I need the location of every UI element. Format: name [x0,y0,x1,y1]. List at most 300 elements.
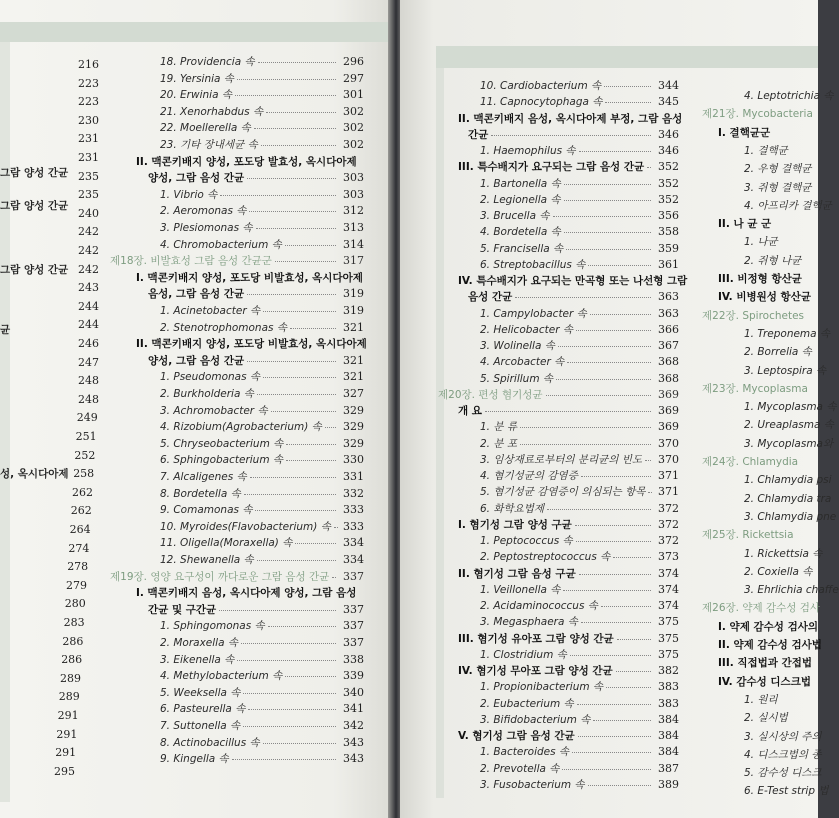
dot-leader [647,167,651,168]
toc-page-number: 374 [658,583,679,596]
dot-leader [220,195,336,196]
toc-entry [744,438,833,450]
toc-page-number: 247 [78,355,99,369]
toc-page-number: 356 [658,209,679,222]
toc-entry [744,346,812,358]
toc-entry [480,242,679,255]
toc-entry [744,474,832,486]
toc-page-number: 249 [76,411,98,425]
toc-entry [744,785,828,797]
dot-leader [295,543,336,544]
dot-leader [232,759,336,760]
toc-page-number: 251 [75,430,97,443]
toc-section [458,567,679,580]
toc-label: 제18장. 비발효성 그람 음성 간균군 [110,255,272,267]
toc-entry [480,355,679,368]
toc-label: 2. 분 포 [480,438,517,450]
toc-chapter [702,529,794,541]
toc-label: 3. 임상재료로부터의 분리균의 빈도 [480,454,643,466]
toc-entry [744,767,822,779]
toc-label: 1. 결핵균 [744,145,788,157]
toc-page-number: 291 [55,746,77,760]
toc-page-number: 216 [78,58,99,71]
toc-entry [160,88,364,101]
dot-leader [256,228,336,229]
toc-section [718,291,811,303]
dot-leader [268,626,336,627]
toc-page-number: 301 [343,88,364,101]
toc-label: 1. Propionibacterium 속 [480,681,604,693]
toc-label: 제23장. Mycoplasma [702,383,808,395]
toc-page-number: 363 [658,307,679,320]
toc-entry [160,105,364,118]
toc-entry [480,420,679,433]
toc-label: 1. 나균 [744,236,778,248]
dot-leader [588,265,651,266]
toc-page-number: 359 [658,242,679,255]
toc-page-number: 371 [658,469,679,482]
toc-page-number: 375 [658,648,679,661]
toc-label: III. 직접법과 간접법 [718,657,813,669]
toc-entry [160,188,364,201]
toc-label: 3. Leptospira 속 [744,365,827,377]
dot-leader [520,427,651,428]
toc-page-number: 334 [343,553,364,566]
toc-entry [160,387,364,400]
toc-page-number: 286 [61,653,83,667]
toc-entry [744,200,832,212]
dot-leader [648,492,652,493]
toc-entry [160,404,364,417]
toc-label: 3. 실시상의 주의 [744,731,822,743]
toc-entry [744,511,836,523]
toc-label: I. 맥콘키배지 양성, 포도당 비발효성, 옥시다아제 [136,272,363,284]
dot-leader [258,62,336,63]
dot-leader [261,145,336,146]
toc-label: 2. Burkholderia 속 [160,388,254,400]
toc-label: II. 혐기성 그람 음성 구균 [458,568,576,580]
toc-label: 5. 감수성 디스크 [744,767,822,779]
dot-leader [575,525,651,526]
dot-leader [578,736,651,737]
dot-leader [564,232,651,233]
dot-leader [263,743,336,744]
toc-entry [480,225,679,238]
toc-entry [480,469,679,482]
toc-chapter [702,602,820,614]
toc-section [718,676,811,688]
toc-label: II. 맥콘키배지 양성, 포도당 비발효성, 옥시다아제 [136,338,367,350]
toc-label: 2. Chlamydia tra [744,493,832,505]
toc-entry [744,566,812,578]
toc-entry [744,365,826,377]
toc-page-number: 344 [658,79,679,92]
toc-label: 2. Moraxella 속 [160,637,239,649]
toc-entry [480,550,679,563]
toc-entry [480,599,679,612]
toc-label: 3. 쥐형 결핵균 [744,182,812,194]
toc-entry [480,258,679,271]
toc-label: 3. Megasphaera 속 [480,616,578,628]
toc-section [718,621,818,633]
toc-label: 6. Pasteurella 속 [160,703,246,715]
dot-leader [570,655,651,656]
toc-label: 4. Bordetella 속 [480,226,561,238]
toc-entry [160,370,364,383]
toc-entry [480,177,679,190]
toc-label: III. 특수배지가 요구되는 그람 음성 간균 [458,161,645,173]
toc-page-number: 283 [63,616,85,629]
toc-page-number: 375 [658,615,679,628]
dot-leader [285,676,336,677]
truncated-entry-fragment: 그람 양성 간균 [0,264,69,276]
toc-label: 8. Bordetella 속 [160,488,241,500]
dot-leader [579,151,651,152]
dot-leader [257,560,336,561]
toc-label: 4. Methylobacterium 속 [160,670,283,682]
dot-leader [286,460,336,461]
toc-page-number: 289 [58,690,80,704]
toc-label: 1. Bacteroides 속 [480,746,570,758]
toc-entry [744,90,833,102]
toc-page-number: 317 [343,254,364,267]
toc-page-number: 384 [658,745,679,758]
toc-page-number: 242 [78,262,99,276]
toc-entry [160,204,364,217]
toc-page-number: 319 [343,304,364,317]
toc-page-number: 382 [658,664,679,677]
dot-leader [332,577,336,578]
toc-chapter [702,383,808,395]
toc-section [718,273,802,285]
toc-page-number: 244 [78,299,99,313]
toc-section [136,272,363,284]
toc-label: I. 맥콘키배지 음성, 옥시다아제 양성, 그람 음성 [136,587,357,599]
dot-leader [247,361,336,362]
dot-leader [564,200,651,201]
toc-page-number: 302 [343,105,364,118]
dot-leader [263,377,336,378]
toc-page-number: 369 [658,388,679,401]
dot-leader [254,128,336,129]
toc-entry [480,583,679,596]
dot-leader [579,574,651,575]
toc-label: 6. 화학요법제 [480,503,545,515]
toc-page-number: 387 [658,762,679,775]
toc-page-number: 352 [658,160,679,173]
toc-label: 1. Vibrio 속 [160,189,218,201]
toc-page-number: 242 [78,225,99,239]
toc-entry [480,680,679,693]
toc-entry [160,636,364,649]
dot-leader [235,95,336,96]
toc-page-number: 341 [343,702,364,715]
toc-section [718,639,822,651]
toc-section [718,657,812,669]
page-header-band [0,22,392,42]
toc-label: 제26장. 약제 감수성 검사 [702,602,820,614]
toc-label: 2. Coxiella 속 [744,566,813,578]
toc-entry [160,736,364,749]
toc-page-number: 337 [343,636,364,649]
toc-section [458,729,679,742]
toc-entry [160,536,364,549]
toc-label: 4. Leptotrichia 속 [744,90,834,102]
toc-page-number: 303 [343,171,364,184]
toc-label: 3. Chlamydia pne [744,511,837,523]
toc-label: 10. Cardiobacterium 속 [480,80,602,92]
toc-label: 2. 우형 결핵균 [744,163,812,175]
toc-section [458,275,687,287]
toc-page-number: 244 [78,318,99,332]
toc-label: 5. 혐기성균 감염증이 의심되는 항목 [480,486,646,498]
toc-section [148,603,364,616]
toc-page-number: 240 [78,206,99,220]
dot-leader [547,509,651,510]
toc-label: 4. Arcobacter 속 [480,356,565,368]
toc-label: 2. Legionella 속 [480,194,561,206]
toc-entry [480,453,679,466]
dot-leader [241,643,336,644]
toc-chapter [702,456,798,468]
toc-label: IV. 감수성 디스크법 [718,676,811,688]
truncated-entry-fragment: 성, 옥시다아제 [0,468,69,480]
toc-page-number: 342 [343,719,364,732]
toc-section [148,354,364,367]
toc-page-number: 243 [78,281,99,295]
toc-page-number: 368 [658,372,679,385]
toc-page-number: 329 [343,404,364,417]
toc-label: 9. Comamonas 속 [160,504,253,516]
toc-page-number: 252 [74,448,96,462]
toc-entry [744,401,836,413]
toc-page-number: 338 [343,653,364,666]
toc-entry [160,752,364,765]
toc-section [136,338,367,350]
dot-leader [576,330,651,331]
toc-page-number: 279 [66,578,87,592]
toc-entry [480,534,679,547]
toc-page-number: 384 [658,713,679,726]
toc-page-number: 340 [343,686,364,699]
toc-entry [160,453,364,466]
page-header-band [436,46,818,68]
toc-entry [744,712,788,724]
toc-label: 1. Haemophilus 속 [480,145,576,157]
toc-chapter [110,254,364,267]
toc-page-number: 302 [343,138,364,151]
toc-label: 1. Veillonella 속 [480,584,561,596]
toc-page-number: 278 [67,560,89,574]
dot-leader [581,476,651,477]
toc-label: V. 혐기성 그람 음성 간균 [458,730,575,742]
dot-leader [255,510,336,511]
toc-chapter [110,570,364,583]
dot-leader [577,704,651,705]
toc-label: 4. 디스크법의 종 [744,749,822,761]
toc-page-number: 337 [343,570,364,583]
toc-entry [744,749,822,761]
toc-page-number: 262 [72,485,93,499]
toc-page-number: 372 [658,518,679,531]
dot-leader [553,216,651,217]
dot-leader [581,622,651,623]
toc-page-number: 314 [343,238,364,251]
toc-section [718,218,771,230]
toc-page-number: 242 [78,244,99,257]
dot-leader [271,411,336,412]
toc-label: 양성, 그람 음성 간균 [148,172,245,184]
toc-label: 2. Stenotrophomonas 속 [160,322,287,334]
toc-label: 제25장. Rickettsia [702,529,794,541]
dot-leader [613,557,651,558]
toc-page-number: 331 [343,470,364,483]
toc-section [458,632,679,645]
toc-entry [480,323,679,336]
toc-page-number: 337 [343,619,364,632]
toc-entry [160,487,364,500]
toc-page-number: 246 [78,337,99,350]
toc-page-number: 389 [658,778,679,791]
toc-page-number: 286 [62,634,84,648]
toc-label: 21. Xenorhabdus 속 [160,106,264,118]
toc-chapter [702,108,813,120]
toc-label: 2. Eubacterium 속 [480,698,574,710]
dot-leader [286,444,336,445]
toc-page-number: 384 [658,729,679,742]
toc-section [148,171,364,184]
toc-page-number: 231 [78,151,99,164]
dot-leader [237,79,336,80]
toc-label: 양성, 그람 음성 간균 [148,355,245,367]
right-page [400,0,839,818]
toc-label: 2. Peptostreptococcus 속 [480,551,611,563]
toc-label: 2. Helicobacter 속 [480,324,573,336]
toc-label: 10. Myroides(Flavobacterium) 속 [160,521,331,533]
toc-entry [160,420,364,433]
toc-section [468,128,679,141]
toc-page-number: 345 [658,95,679,108]
toc-entry [160,619,364,632]
dot-leader [520,444,651,445]
toc-page-number: 295 [54,764,75,778]
toc-entry [160,437,364,450]
toc-entry [744,419,834,431]
toc-label: 3. Bifidobacterium 속 [480,714,591,726]
toc-entry [480,745,679,758]
toc-label: III. 비정형 항산균 [718,273,802,285]
toc-label: 2. Aeromonas 속 [160,205,247,217]
toc-label: I. 약제 감수성 검사의 [718,621,819,633]
toc-label: 20. Erwinia 속 [160,89,232,101]
toc-page-number: 367 [658,339,679,352]
dot-leader [244,494,336,495]
toc-section [148,287,364,300]
dot-leader [546,395,651,396]
toc-entry [480,193,679,206]
toc-page-number: 352 [658,177,679,190]
toc-label: 간균 및 구간균 [148,604,217,616]
toc-page-number: 375 [658,632,679,645]
toc-label: 1. Campylobacter 속 [480,308,587,320]
toc-page-number: 274 [68,541,90,555]
toc-label: 7. Suttonella 속 [160,720,241,732]
toc-page-number: 333 [343,520,364,533]
toc-label: 2. Borrelia 속 [744,346,812,358]
toc-entry [480,697,679,710]
toc-page-number: 332 [343,487,364,500]
toc-page-number: 346 [658,128,679,141]
toc-entry [480,209,679,222]
toc-page-number: 289 [60,671,81,685]
toc-label: 1. 분 류 [480,421,517,433]
toc-page-number: 329 [343,437,364,450]
toc-page-number: 223 [78,76,99,90]
dot-leader [605,102,651,103]
toc-page-number: 343 [343,752,364,765]
toc-entry [744,255,801,267]
toc-page-number: 312 [343,204,364,217]
dot-leader [558,346,651,347]
toc-entry [160,138,364,151]
dot-leader [572,752,651,753]
toc-entry [160,321,364,334]
toc-entry [480,502,679,515]
toc-label: 4. 혐기성균의 감염증 [480,470,578,482]
toc-section [136,156,357,168]
toc-label: 3. Achromobacter 속 [160,405,268,417]
toc-page-number: 264 [69,523,91,536]
toc-page-number: 366 [658,323,679,336]
toc-entry [744,182,811,194]
toc-entry [480,144,679,157]
toc-entry [160,520,364,533]
dot-leader [566,249,651,250]
toc-page-number: 262 [70,504,92,518]
toc-label: 2. Ureaplasma 속 [744,419,834,431]
toc-page-number: 313 [343,221,364,234]
toc-label: 제22장. Spirochetes [702,310,805,322]
dot-leader [243,726,336,727]
toc-label: 제20장. 편성 혐기성균 [438,389,543,401]
toc-page-number: 368 [658,355,679,368]
toc-page-number: 372 [658,502,679,515]
dot-leader [243,693,336,694]
toc-label: III. 혐기성 유아포 그람 양성 간균 [458,633,614,645]
toc-entry [744,548,822,560]
toc-label: 제19장. 영양 요구성이 까다로운 그람 음성 간균 [110,571,330,583]
toc-label: IV. 비병원성 항산균 [718,291,811,303]
toc-label: 1. 원리 [744,694,778,706]
toc-page-number: 369 [658,420,679,433]
dot-leader [556,379,651,380]
dot-leader [604,86,651,87]
toc-label: 3. Ehrlichia chaffe [744,584,839,596]
toc-label: I. 혐기성 그람 양성 구균 [458,519,572,531]
truncated-entry-fragment: 균 [0,324,11,336]
toc-entry [160,55,364,68]
dot-leader [576,541,651,542]
toc-label: 1. Mycoplasma 속 [744,401,837,413]
dot-leader [485,411,651,412]
toc-page-number: 291 [56,727,78,741]
toc-label: 9. Kingella 속 [160,753,229,765]
toc-entry [480,615,679,628]
toc-entry [744,328,830,340]
toc-entry [160,72,364,85]
toc-entry [744,163,811,175]
toc-entry [160,503,364,516]
